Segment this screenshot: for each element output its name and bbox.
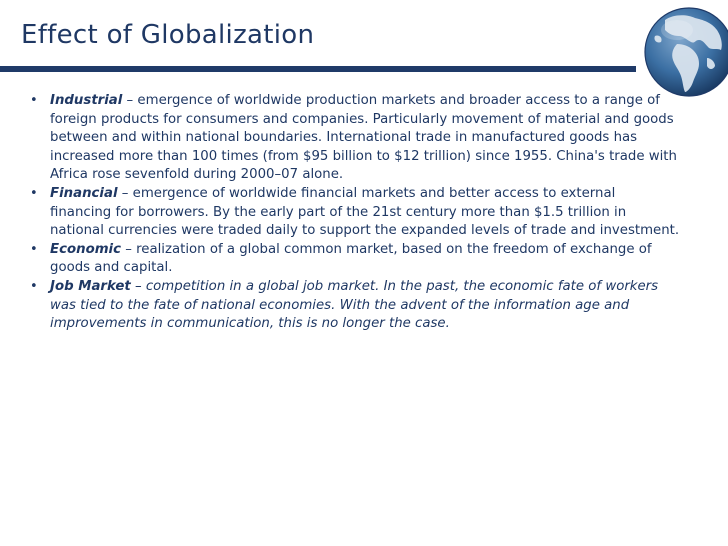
- bullet-text: – realization of a global common market, based on the freedom of exchange of goods and capital.: [50, 241, 652, 276]
- bullet-term: Industrial: [50, 93, 123, 108]
- title-divider: [0, 66, 636, 72]
- globe-icon: [637, 0, 728, 100]
- bullet-term: Job Market: [50, 278, 131, 294]
- bullet-text: – emergence of worldwide financial markets and better access to external financing for borrowers. By the early part of the 21st century more than $1.5 trillion in national currencies were traded daily to support the expanded levels of trade and investment.: [50, 185, 680, 239]
- list-item: [30, 92, 680, 185]
- list-item: [30, 185, 680, 241]
- slide-title: Effect of Globalization: [21, 20, 315, 50]
- bullet-marker: •: [30, 185, 38, 201]
- bullet-marker: •: [30, 93, 38, 108]
- bullet-text: – emergence of worldwide production markets and broader access to a range of foreign products for consumers and companies. Particularly movement of material and goods between and within national boundaries. International trade in manufactured goods has increased more than 100 times (from $95 billion to $12 trillion) since 1955. China's trade with Africa rose sevenfold during 2000–07 alone.: [50, 93, 677, 183]
- bullet-term: Economic: [50, 241, 121, 257]
- bullet-list: [30, 92, 680, 334]
- list-item: [30, 241, 680, 278]
- bullet-marker: •: [30, 241, 38, 257]
- bullet-text: – competition in a global job market. In the past, the economic fate of workers was tied to the fate of national economies. With the advent of the information age and improvements in communication, this is no longer the case.: [50, 278, 659, 332]
- bullet-marker: •: [30, 278, 38, 294]
- list-item: [30, 278, 680, 334]
- bullet-term: Financial: [50, 185, 118, 201]
